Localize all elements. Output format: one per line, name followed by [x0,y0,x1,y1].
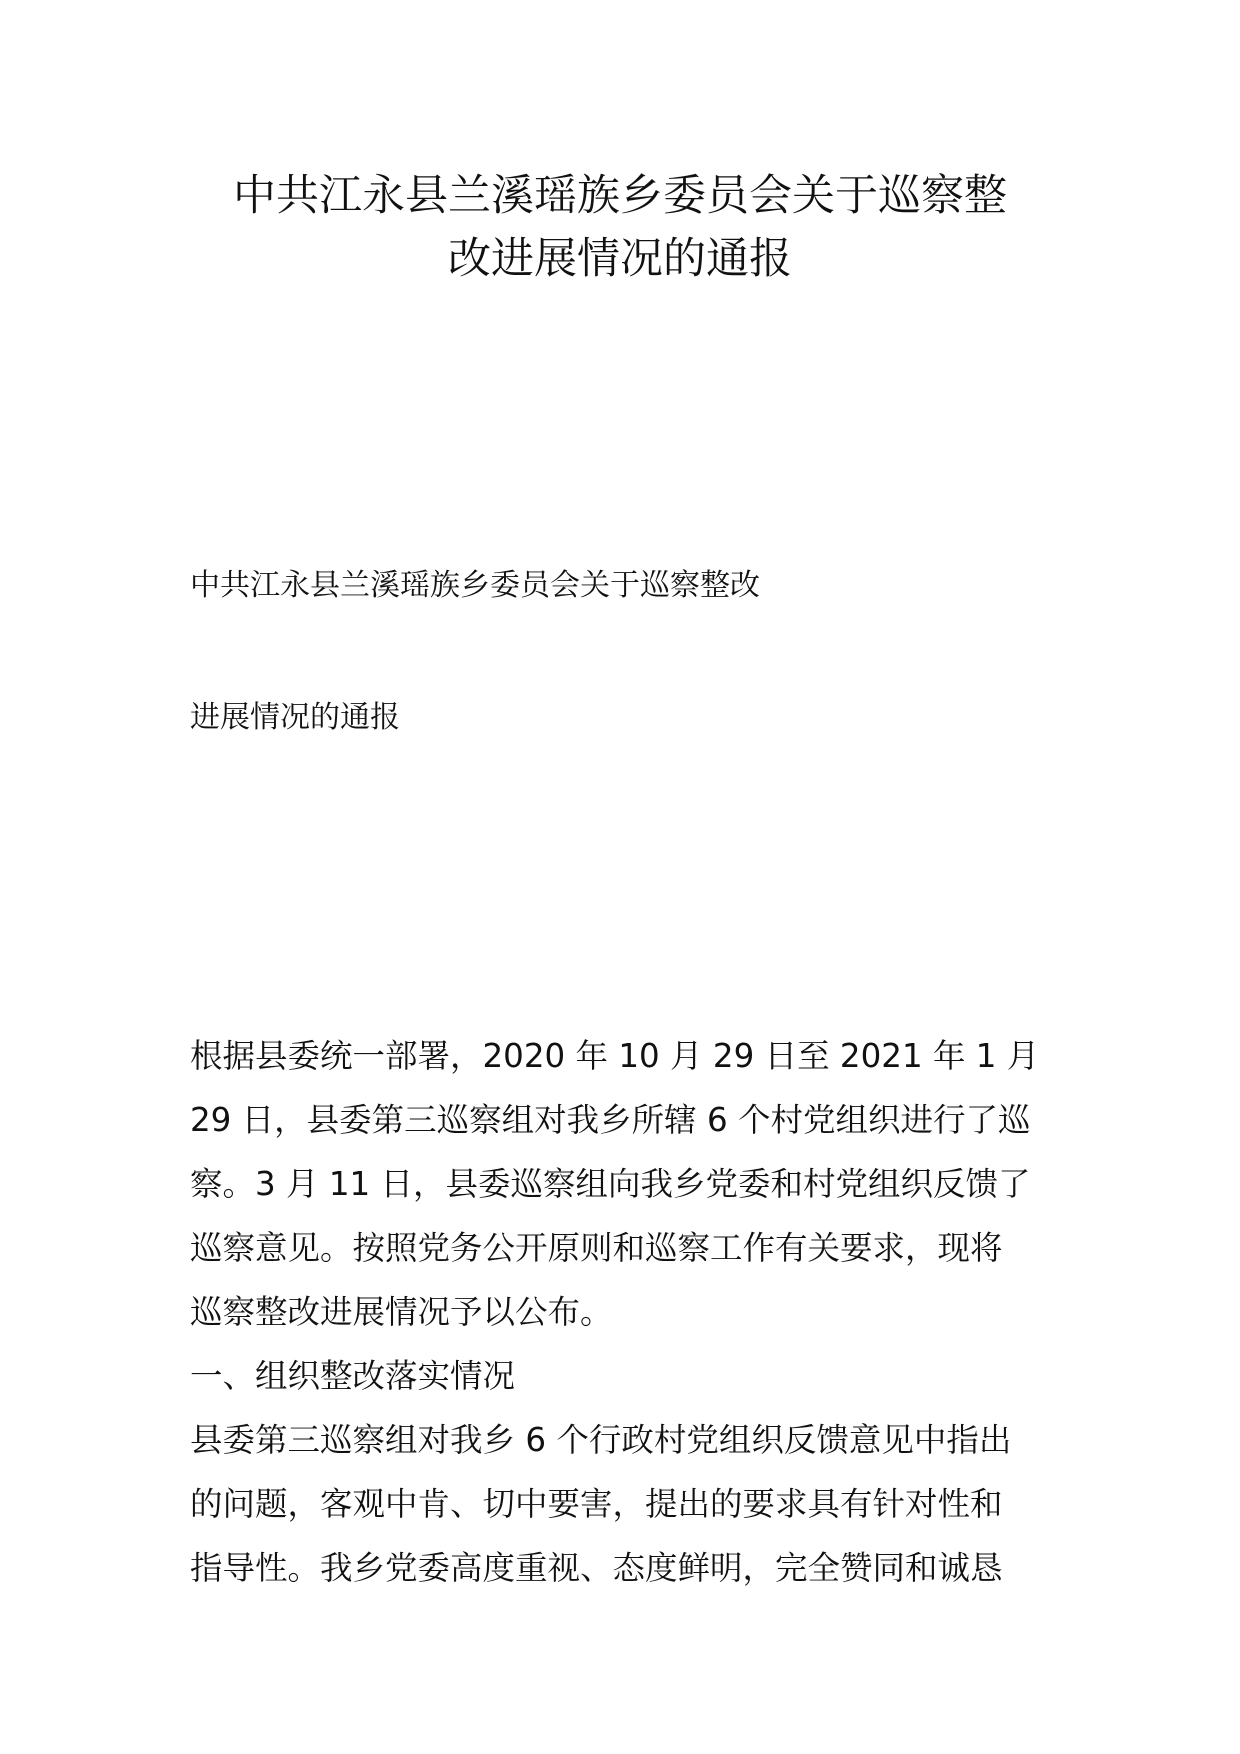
body-line: 巡察整改进展情况予以公布。 [190,1293,613,1331]
body-line: 察。3 月 11 日，县委巡察组向我乡党委和村党组织反馈了 [190,1165,1031,1203]
body-line: 巡察意见。按照党务公开原则和巡察工作有关要求，现将 [190,1229,1003,1267]
section-heading: 一、组织整改落实情况 [190,1357,516,1395]
body-line: 29 日，县委第三巡察组对我乡所辖 6 个村党组织进行了巡 [190,1101,1031,1139]
body-text [190,1024,1070,1600]
body-line: 根据县委统一部署，2020 年 10 月 29 日至 2021 年 1 月 [190,1037,1040,1075]
subtitle-line-2: 进展情况的通报 [190,700,400,735]
subtitle-line-1: 中共江永县兰溪瑶族乡委员会关于巡察整改 [190,568,760,603]
body-line: 的问题，客观中肯、切中要害，提出的要求具有针对性和 [190,1485,1003,1523]
title-line-1: 中共江永县兰溪瑶族乡委员会关于巡察整 [233,171,1007,221]
title-line-2: 改进展情况的通报 [448,234,792,284]
document-title [190,165,1050,291]
body-line: 指导性。我乡党委高度重视、态度鲜明，完全赞同和诚恳 [190,1549,1003,1587]
body-line: 县委第三巡察组对我乡 6 个行政村党组织反馈意见中指出 [190,1421,1012,1459]
